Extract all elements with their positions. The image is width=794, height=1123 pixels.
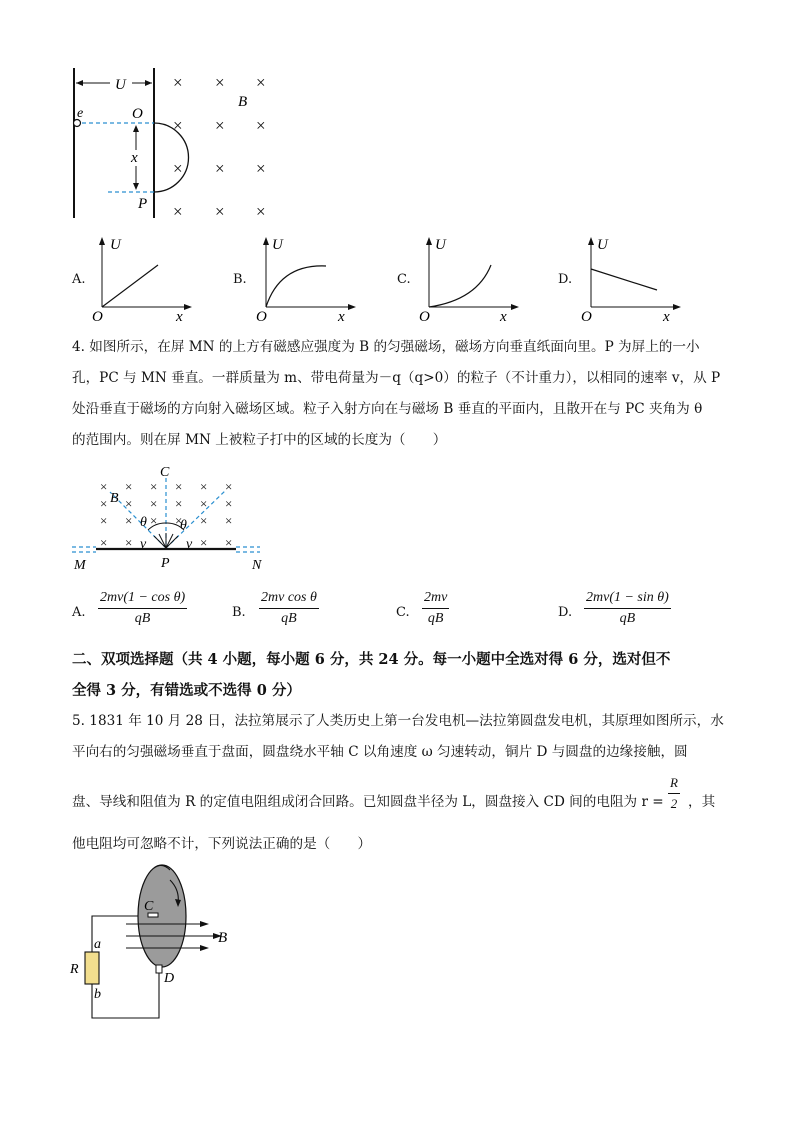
field-cross: × (125, 513, 133, 528)
field-cross: × (215, 73, 225, 92)
fig4-diagram (68, 462, 278, 574)
r-fraction (668, 775, 680, 812)
axis-U: U (110, 237, 121, 253)
label-R: R (70, 962, 79, 977)
option-label-C[interactable]: C. (396, 605, 410, 620)
q4-line: 4. 如图所示，在屏 MN 的上方有磁感应强度为 B 的匀强磁场，磁场方向垂直纸面向里。P 为屏上的一小 (72, 339, 700, 355)
field-cross: × (215, 202, 225, 221)
axis-x: x (663, 309, 670, 324)
label-D: D (164, 971, 175, 986)
fraction-numerator: R (668, 775, 680, 794)
field-cross: × (225, 479, 233, 494)
label-b: b (94, 987, 101, 1002)
fraction-denominator: qB (134, 611, 151, 626)
field-cross: × (256, 159, 266, 178)
axis-O: O (581, 309, 592, 324)
fraction-numerator: 2mv(1 − sin θ) (584, 590, 671, 609)
option-label-B[interactable]: B. (232, 605, 246, 620)
fraction-numerator: 2mv (422, 590, 449, 609)
label-B: B (218, 930, 228, 946)
fig5-diagram (66, 864, 246, 1024)
label-N: N (252, 558, 262, 573)
question-4-text (72, 332, 722, 456)
curve-concave (266, 266, 326, 307)
semicircle-path (154, 123, 189, 192)
q4-line: 孔，PC 与 MN 垂直。一群质量为 m、带电荷量为－q（q>0）的粒子（不计重力），以相同的速率 v，从 P (72, 370, 721, 386)
axis-O: O (92, 309, 103, 324)
fraction-denominator: qB (281, 611, 297, 626)
option-label-D[interactable]: D. (558, 605, 573, 620)
graph-D (577, 232, 687, 324)
field-cross: × (100, 496, 108, 511)
label-e: e (77, 106, 84, 121)
q5-line-3-text: 盘、导线和阻值为 R 的定值电阻组成闭合回路。已知圆盘半径为 L，圆盘接入 CD 间的电阻为 r = (72, 794, 664, 810)
label-theta-right: θ (180, 518, 187, 533)
field-cross: × (173, 202, 183, 221)
label-C: C (144, 899, 154, 914)
field-cross: × (173, 73, 183, 92)
field-cross: × (150, 496, 158, 511)
field-cross: × (225, 496, 233, 511)
field-cross: × (256, 116, 266, 135)
fraction-denominator: 2 (670, 796, 678, 811)
label-U: U (115, 77, 126, 93)
section-2-heading (72, 644, 732, 706)
axis-O: O (256, 309, 267, 324)
field-cross: × (173, 116, 183, 135)
field-cross: × (200, 496, 208, 511)
curve-decreasing (591, 269, 657, 290)
axis-U: U (435, 237, 446, 253)
field-cross: × (215, 159, 225, 178)
field-cross: × (125, 535, 133, 550)
axis-x: x (338, 309, 345, 324)
field-cross: × (200, 479, 208, 494)
graph-A (88, 232, 198, 324)
resistor-R (85, 952, 99, 984)
option-D-fraction[interactable] (584, 590, 671, 627)
label-a: a (94, 937, 101, 952)
field-cross: × (256, 73, 266, 92)
label-v-left: v (140, 537, 147, 552)
axis-U: U (272, 237, 283, 253)
field-cross: × (125, 496, 133, 511)
field-cross: × (175, 496, 183, 511)
fraction-denominator: qB (619, 611, 636, 626)
option-label-C[interactable]: C. (397, 272, 411, 287)
label-C: C (160, 465, 170, 480)
q5-line-3 (72, 790, 664, 810)
option-label-A[interactable]: A. (72, 605, 86, 620)
graph-B (252, 232, 362, 324)
option-label-B[interactable]: B. (233, 272, 247, 287)
label-theta-left: θ (140, 515, 147, 530)
faraday-disc (138, 865, 186, 967)
field-cross: × (100, 479, 108, 494)
field-cross: × (175, 479, 183, 494)
field-cross: × (100, 513, 108, 528)
field-cross: × (225, 513, 233, 528)
section-heading-line: 二、双项选择题（共 4 小题，每小题 6 分，共 24 分。每一小题中全选对得 6 分，选对但不 (72, 651, 671, 668)
q4-line: 处沿垂直于磁场的方向射入磁场区域。粒子入射方向在与磁场 B 垂直的平面内，且散开在与 PC 夹角为 θ (72, 401, 703, 417)
option-A-fraction[interactable] (98, 590, 187, 627)
field-cross: × (200, 513, 208, 528)
q5-line: 平向右的匀强磁场垂直于盘面，圆盘绕水平轴 C 以角速度 ω 匀速转动，铜片 D 与圆盘的边缘接触，圆 (72, 744, 688, 760)
field-cross: × (150, 479, 158, 494)
field-cross: × (256, 202, 266, 221)
fraction-numerator: 2mv(1 − cos θ) (98, 590, 187, 609)
axis-x: x (176, 309, 183, 324)
option-label-A[interactable]: A. (72, 272, 86, 287)
field-cross: × (225, 535, 233, 550)
axis-U: U (597, 237, 608, 253)
option-label-D[interactable]: D. (558, 272, 573, 287)
section-heading-line: 全得 3 分，有错选或不选得 0 分） (72, 682, 301, 699)
field-cross: × (173, 159, 183, 178)
fraction-denominator: qB (427, 611, 444, 626)
curve-convex (429, 265, 491, 307)
fraction-numerator: 2mv cos θ (259, 590, 319, 609)
graph-C (415, 232, 525, 324)
q5-line-3-tail: ，其 (688, 794, 716, 810)
label-P: P (138, 196, 148, 212)
question-5-text (72, 706, 732, 768)
field-cross: × (200, 535, 208, 550)
q5-line-4: 他电阻均可忽略不计，下列说法正确的是（ ） (72, 836, 372, 852)
brush-D (156, 965, 162, 973)
q4-line: 的范围内。则在屏 MN 上被粒子打中的区域的长度为（ ） (72, 432, 447, 448)
label-O: O (132, 106, 143, 122)
curve-linear (102, 265, 158, 307)
fig1-diagram (60, 62, 290, 227)
option-B-fraction[interactable] (259, 590, 319, 627)
field-cross: × (100, 535, 108, 550)
option-C-fraction[interactable] (422, 590, 449, 627)
field-cross: × (215, 116, 225, 135)
label-x: x (131, 150, 138, 166)
field-cross: × (175, 513, 183, 528)
axis-O: O (419, 309, 430, 324)
field-cross: × (125, 479, 133, 494)
label-B: B (110, 491, 119, 506)
label-B: B (238, 94, 248, 110)
axis-x: x (500, 309, 507, 324)
label-M: M (74, 558, 86, 573)
label-P: P (161, 556, 170, 571)
q5-line: 5. 1831 年 10 月 28 日，法拉第展示了人类历史上第一台发电机—法拉第圆盘发电机，其原理如图所示，水 (72, 713, 724, 729)
field-cross: × (150, 513, 158, 528)
label-v-right: v (186, 537, 193, 552)
circuit-wire (92, 972, 159, 1018)
